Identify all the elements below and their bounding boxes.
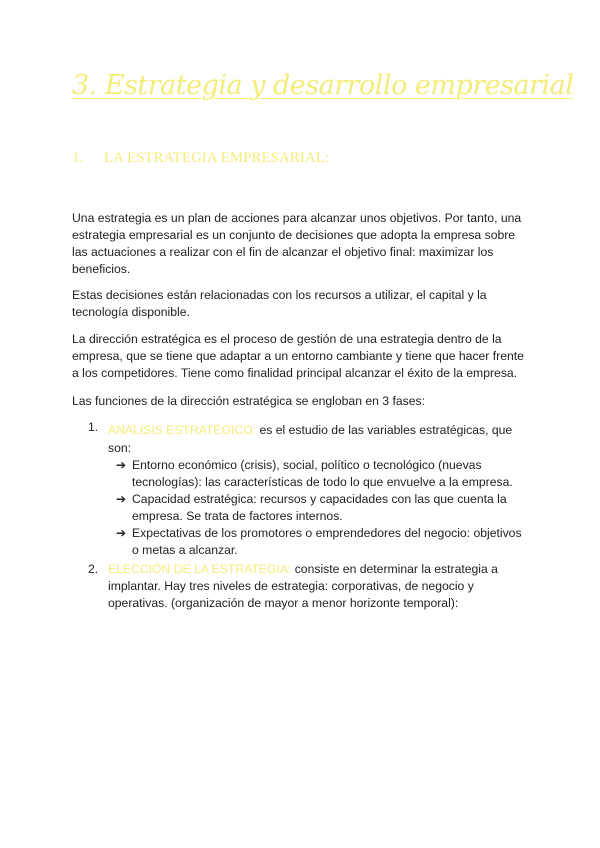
- section-number: 1.: [72, 150, 84, 166]
- arrow-icon: ➔: [116, 458, 127, 472]
- sub-list-item: [72, 525, 528, 559]
- sub-item-text: Expectativas de los promotores o emprendedores del negocio: objetivos o metas a alcanzar.: [132, 526, 522, 557]
- arrow-icon: ➔: [116, 526, 127, 540]
- sub-list-item: [72, 457, 528, 491]
- arrow-icon: ➔: [116, 492, 127, 506]
- paragraph: Una estrategia es un plan de acciones para alcanzar unos objetivos. Por tanto, una estrategia empresarial es un conjunto de decisiones que adopta la empresa sobre las actuaciones a realizar con el fin de alcanzar el objetivo final: maximizar los beneficios.: [72, 211, 522, 276]
- list-item: [72, 419, 528, 457]
- paragraph: Las funciones de la dirección estratégica se engloban en 3 fases:: [72, 394, 425, 408]
- paragraph: La dirección estratégica es el proceso de gestión de una estrategia dentro de la empresa, que se tiene que adaptar a un entorno cambiante y tiene que hacer frente a los competidores. Tiene como finalidad principal alcanzar el éxito de la empresa.: [72, 332, 524, 380]
- phase-highlight: ANÁLISIS ESTRATÉGICO:: [108, 423, 257, 437]
- phases-list: [72, 419, 528, 612]
- sub-list-item: [72, 491, 528, 525]
- sub-item-text: Capacidad estratégica: recursos y capacidades con las que cuenta la empresa. Se trata de factores internos.: [132, 492, 507, 523]
- section-title: LA ESTRATEGIA EMPRESARIAL:: [104, 150, 330, 166]
- list-item-number: 1.: [88, 420, 99, 434]
- list-item-number: 2.: [88, 562, 99, 576]
- phase-highlight: ELECCIÓN DE LA ESTRATEGIA:: [108, 562, 292, 576]
- phase-text: es el estudio de las variables estratégicas, que son:: [108, 423, 513, 455]
- phase-text: consiste en determinar la estrategia a implantar. Hay tres niveles de estrategia: corporativas, de negocio y operativas. (organización de mayor a menor horizonte temporal):: [108, 562, 498, 610]
- document-title: 3. Estrategia y desarrollo empresarial: [72, 70, 574, 101]
- sub-item-text: Entorno económico (crisis), social, político o tecnológico (nuevas tecnologías): las características de todo lo que envuelve a la empresa.: [132, 458, 513, 489]
- paragraph: Estas decisiones están relacionadas con los recursos a utilizar, el capital y la tecnología disponible.: [72, 288, 487, 319]
- list-item: [72, 561, 528, 612]
- section-heading: [72, 150, 329, 167]
